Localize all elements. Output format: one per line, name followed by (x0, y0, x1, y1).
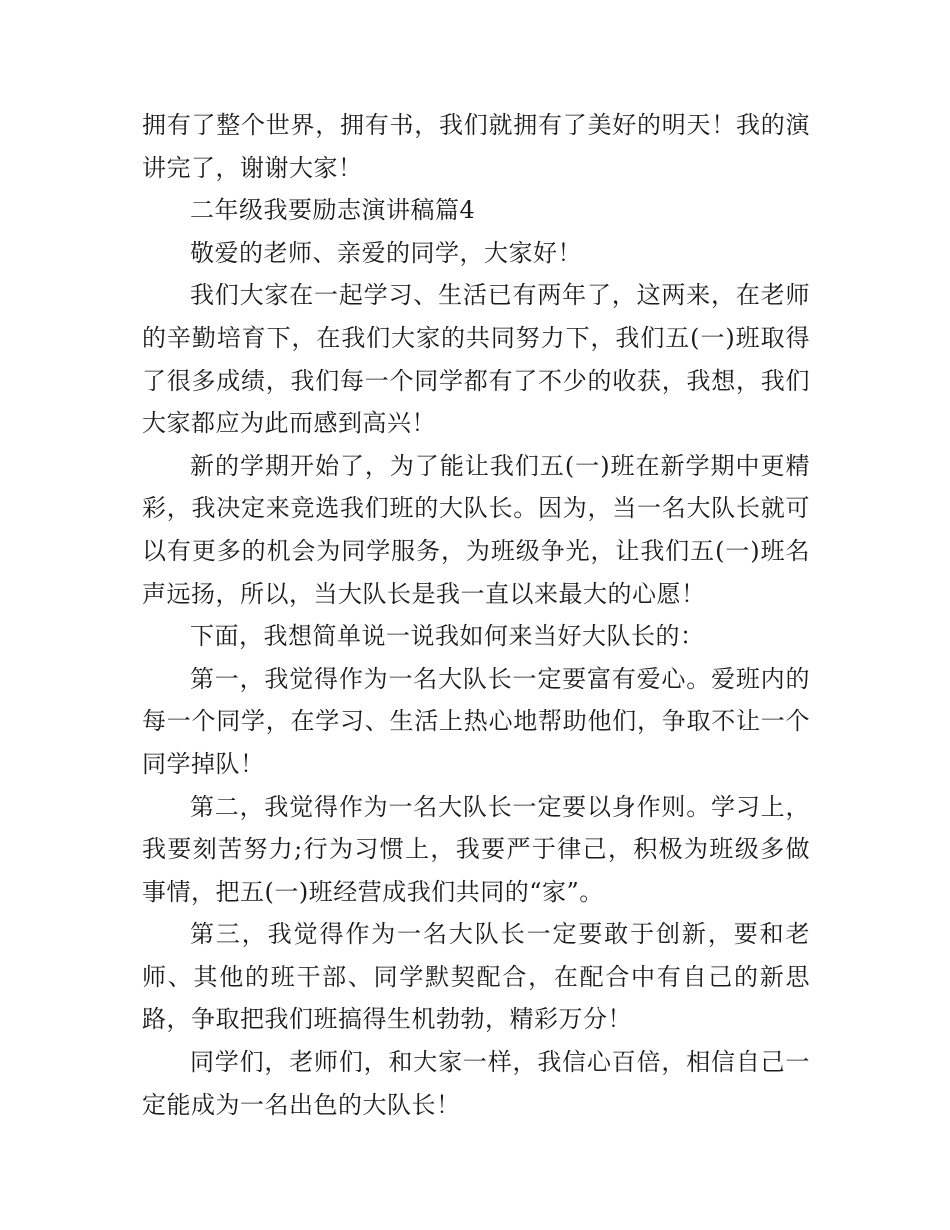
paragraph-intro: 我们大家在一起学习、生活已有两年了，这两来，在老师的辛勤培育下，在我们大家的共同努力下，我们五(一)班取得了很多成绩，我们每一个同学都有了不少的收获，我想，我们大家都应为此而感到高兴！ (142, 281, 810, 438)
paragraph-point-one: 第一，我觉得作为一名大队长一定要富有爱心。爱班内的每一个同学，在学习、生活上热心地帮助他们，争取不让一个同学掉队！ (142, 664, 810, 778)
paragraph-closing-previous: 拥有了整个世界，拥有书，我们就拥有了美好的明天！我的演讲完了，谢谢大家！ (142, 111, 810, 182)
paragraph-motivation: 新的学期开始了，为了能让我们五(一)班在新学期中更精彩，我决定来竞选我们班的大队长。因为，当一名大队长就可以有更多的机会为同学服务，为班级争光，让我们五(一)班名声远扬，所以，当大队长是我一直以来最大的心愿！ (142, 451, 810, 608)
document-body (142, 104, 810, 1126)
paragraph-greeting: 敬爱的老师、亲爱的同学，大家好！ (190, 238, 582, 267)
paragraph-transition: 下面，我想简单说一说我如何来当好大队长的： (190, 622, 705, 651)
paragraph-point-three: 第三，我觉得作为一名大队长一定要敢于创新，要和老师、其他的班干部、同学默契配合，在配合中有自己的新思路，争取把我们班搞得生机勃勃，精彩万分！ (142, 920, 810, 1034)
section-heading: 二年级我要励志演讲稿篇4 (190, 196, 476, 225)
paragraph-point-two: 第二，我觉得作为一名大队长一定要以身作则。学习上，我要刻苦努力;行为习惯上，我要严于律己，积极为班级多做事情，把五(一)班经营成我们共同的“家”。 (142, 792, 810, 906)
paragraph-conclusion: 同学们，老师们，和大家一样，我信心百倍，相信自己一定能成为一名出色的大队长！ (142, 1048, 810, 1119)
